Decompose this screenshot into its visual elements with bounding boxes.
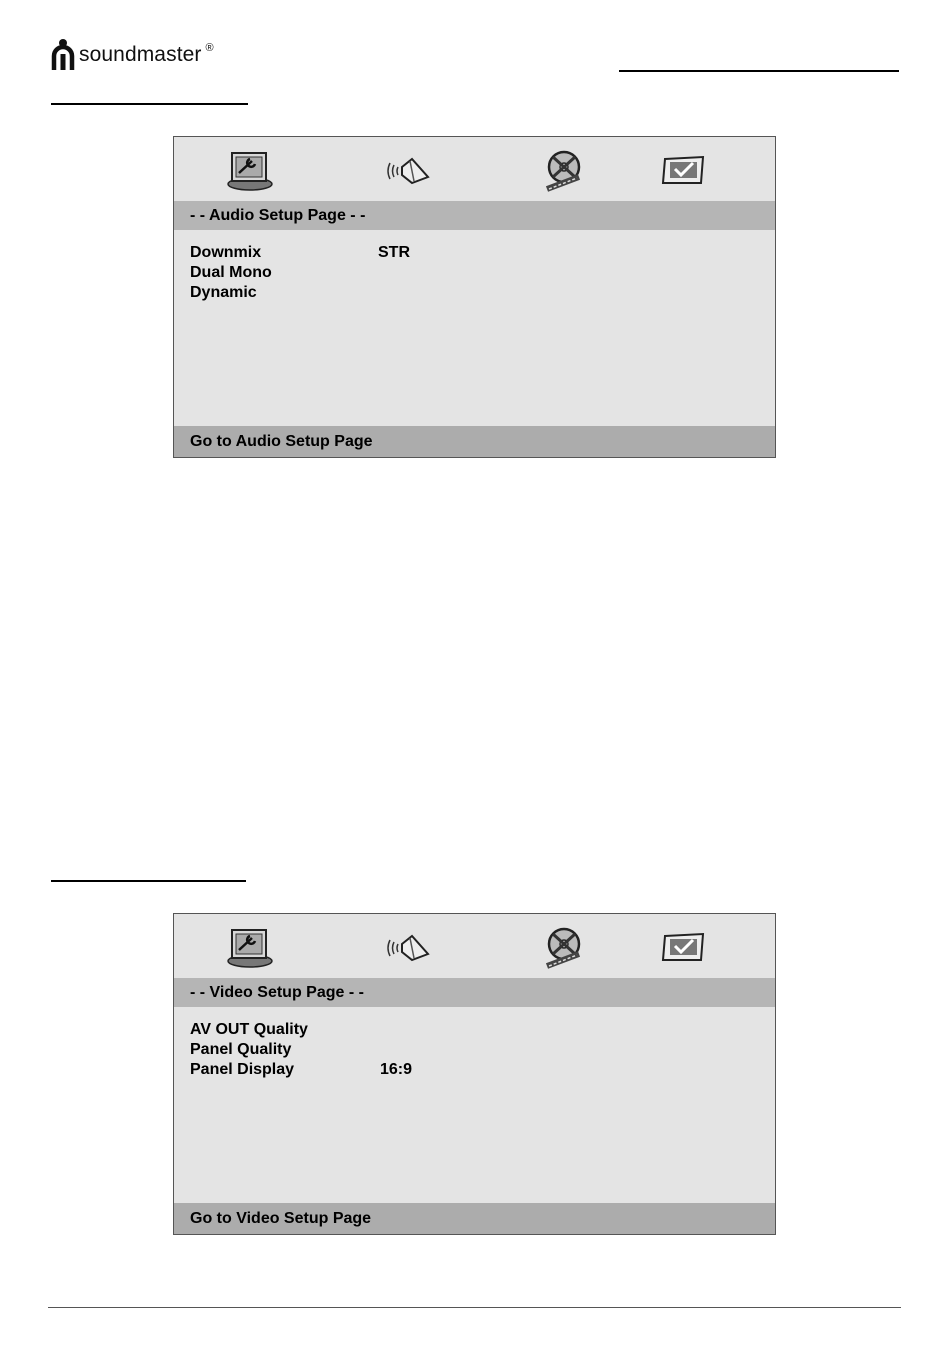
registered-mark: ® (205, 42, 214, 54)
settings-list (190, 243, 750, 303)
menu-item-label: Panel Quality (190, 1041, 292, 1058)
setup-tools-icon[interactable] (224, 926, 274, 970)
audio-setup-screen (173, 136, 776, 458)
section-heading-rule-video (51, 880, 246, 882)
film-reel-icon[interactable] (539, 926, 589, 970)
menu-item-value: STR (378, 244, 410, 261)
menu-item-panel-display[interactable] (190, 1060, 750, 1080)
menu-item-label: AV OUT Quality (190, 1021, 308, 1038)
speaker-icon[interactable] (384, 149, 434, 193)
soundmaster-logo-icon (50, 38, 76, 72)
brand-logo (50, 38, 214, 72)
menu-item-downmix[interactable] (190, 243, 750, 263)
speaker-icon[interactable] (384, 926, 434, 970)
section-heading-rule-audio (51, 103, 248, 105)
page-title: - - Video Setup Page - - (174, 978, 775, 1007)
footer-rule (48, 1307, 901, 1308)
menu-item-label: Dynamic (190, 284, 257, 301)
menu-item-label: Dual Mono (190, 264, 272, 281)
menu-item-label: Downmix (190, 244, 262, 261)
setup-tools-icon[interactable] (224, 149, 274, 193)
header-rule-right (619, 70, 899, 72)
page-title: - - Audio Setup Page - - (174, 201, 775, 230)
picture-check-icon[interactable] (659, 149, 709, 193)
menu-item-av-out-quality[interactable] (190, 1020, 750, 1040)
menu-item-value: 16:9 (380, 1061, 413, 1078)
video-setup-screen (173, 913, 776, 1235)
film-reel-icon[interactable] (539, 149, 589, 193)
menu-item-dual-mono[interactable] (190, 263, 750, 283)
menu-item-label: Panel Display (190, 1061, 295, 1078)
setup-icon-bar (174, 914, 775, 978)
picture-check-icon[interactable] (659, 926, 709, 970)
menu-item-dynamic[interactable] (190, 283, 750, 303)
brand-name: soundmaster (79, 43, 202, 66)
menu-item-panel-quality[interactable] (190, 1040, 750, 1060)
status-bar: Go to Audio Setup Page (174, 426, 775, 457)
status-bar: Go to Video Setup Page (174, 1203, 775, 1234)
settings-list (190, 1020, 750, 1080)
setup-icon-bar (174, 137, 775, 201)
